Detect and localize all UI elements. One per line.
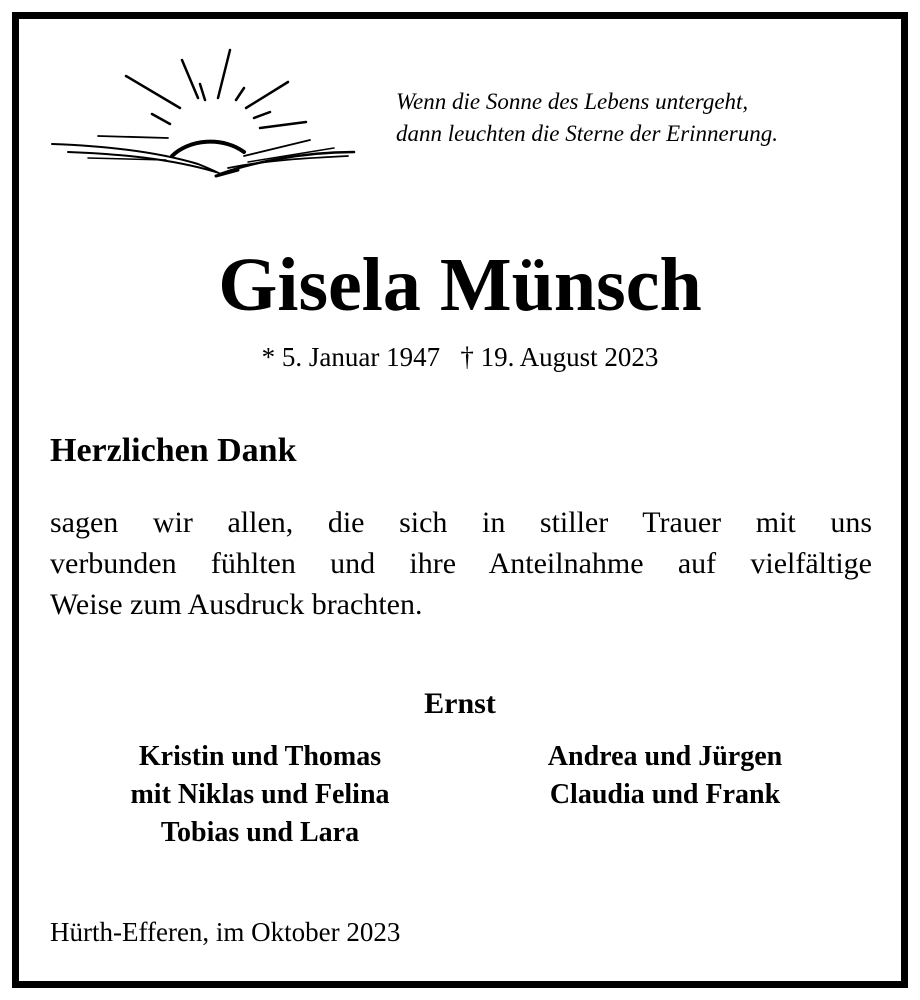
thanks-line-3: Weise zum Ausdruck brachten. bbox=[50, 588, 423, 621]
quote-line-2: dann leuchten die Sterne der Erinnerung. bbox=[396, 121, 778, 146]
life-dates bbox=[0, 340, 920, 374]
death-date: † 19. August 2023 bbox=[460, 342, 659, 372]
rising-sun-icon bbox=[48, 48, 358, 180]
place-and-date: Hürth-Efferen, im Oktober 2023 bbox=[50, 917, 401, 947]
deceased-name: Gisela Münsch bbox=[218, 243, 702, 327]
memorial-quote bbox=[396, 86, 778, 150]
thanks-line-1: sagen wir allen, die sich in stiller Trauer mit uns bbox=[50, 506, 872, 539]
birth-date: * 5. Januar 1947 bbox=[261, 342, 441, 372]
signer-right-1: Andrea und Jürgen bbox=[547, 741, 783, 772]
thanks-heading: Herzlichen Dank bbox=[50, 432, 297, 469]
quote-line-1: Wenn die Sonne des Lebens untergeht, bbox=[396, 89, 749, 114]
signers-right-column bbox=[465, 738, 865, 814]
signer-right-2: Claudia und Frank bbox=[549, 779, 781, 810]
thanks-line-2: verbunden fühlten und ihre Anteilnahme auf vielfältige bbox=[50, 547, 872, 580]
signer-main: Ernst bbox=[424, 687, 496, 720]
signer-left-3: Tobias und Lara bbox=[160, 817, 360, 848]
signers-left-column bbox=[60, 738, 460, 852]
signer-left-1: Kristin und Thomas bbox=[138, 741, 382, 772]
signer-left-2: mit Niklas und Felina bbox=[130, 779, 390, 810]
thanks-text bbox=[50, 502, 872, 625]
